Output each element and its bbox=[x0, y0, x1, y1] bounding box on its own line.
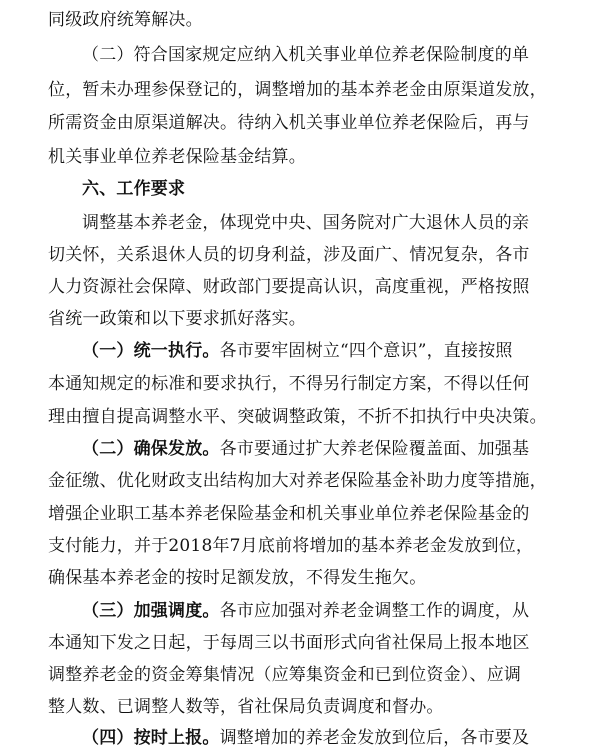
paragraph-text: 各市要牢固树立“四个意识”，直接按照 bbox=[219, 341, 513, 361]
paragraph-text: 调整增加的养老金发放到位后，各市要及 bbox=[219, 728, 530, 748]
text-line: 省统一政策和以下要求抓好落实。 bbox=[48, 309, 306, 329]
text-line: 人力资源社会保障、财政部门要提高认识，高度重视，严格按照 bbox=[48, 277, 530, 297]
text-line: 支付能力，并于2018年7月底前将增加的基本养老金发放到位， bbox=[48, 536, 534, 556]
text-line: 本通知下发之日起，于每周三以书面形式向省社保局上报本地区 bbox=[48, 633, 530, 653]
paragraph-first-line bbox=[82, 727, 529, 749]
paragraph-lead: （一）统一执行。 bbox=[82, 341, 220, 361]
text-line: 切关怀，关系退休人员的切身利益，涉及面广、情况复杂，各市 bbox=[48, 245, 530, 265]
paragraph-lead: （三）加强调度。 bbox=[82, 601, 220, 621]
text-line: 调整养老金的资金筹集情况（应筹集资金和已到位资金）、应调 bbox=[48, 665, 522, 685]
text-line: 本通知规定的标准和要求执行，不得另行制定方案，不得以任何 bbox=[48, 374, 530, 394]
text-line: 增强企业职工基本养老保险基金和机关事业单位养老保险基金的 bbox=[48, 504, 530, 524]
paragraph-first-line bbox=[82, 600, 529, 622]
paragraph-lead: （四）按时上报。 bbox=[82, 728, 220, 748]
text-line: 确保基本养老金的按时足额发放，不得发生拖欠。 bbox=[48, 568, 427, 588]
paragraph-lead: （二）确保发放。 bbox=[82, 439, 220, 459]
text-line: 所需资金由原渠道解决。待纳入机关事业单位养老保险后，再与 bbox=[48, 113, 530, 133]
text-line: 金征缴、优化财政支出结构加大对养老保险基金补助力度等措施， bbox=[48, 471, 547, 491]
paragraph-text: 各市应加强对养老金调整工作的调度，从 bbox=[219, 601, 530, 621]
text-line: 调整基本养老金，体现党中央、国务院对广大退休人员的亲 bbox=[82, 213, 530, 233]
text-line: 机关事业单位养老保险基金结算。 bbox=[48, 147, 306, 167]
paragraph-first-line bbox=[82, 438, 529, 460]
paragraph-text: 各市要通过扩大养老保险覆盖面、加强基 bbox=[219, 439, 530, 459]
text-line: （二）符合国家规定应纳入机关事业单位养老保险制度的单 bbox=[82, 45, 530, 65]
text-line: 位，暂未办理参保登记的，调整增加的基本养老金由原渠道发放， bbox=[48, 80, 547, 100]
text-line: 同级政府统筹解决。 bbox=[48, 10, 203, 30]
section-heading: 六、工作要求 bbox=[82, 179, 186, 199]
text-line: 理由擅自提高调整水平、突破调整政策，不折不扣执行中央决策。 bbox=[48, 407, 547, 427]
text-line: 整人数、已调整人数等，省社保局负责调度和督办。 bbox=[48, 697, 444, 717]
paragraph-first-line bbox=[82, 340, 513, 362]
